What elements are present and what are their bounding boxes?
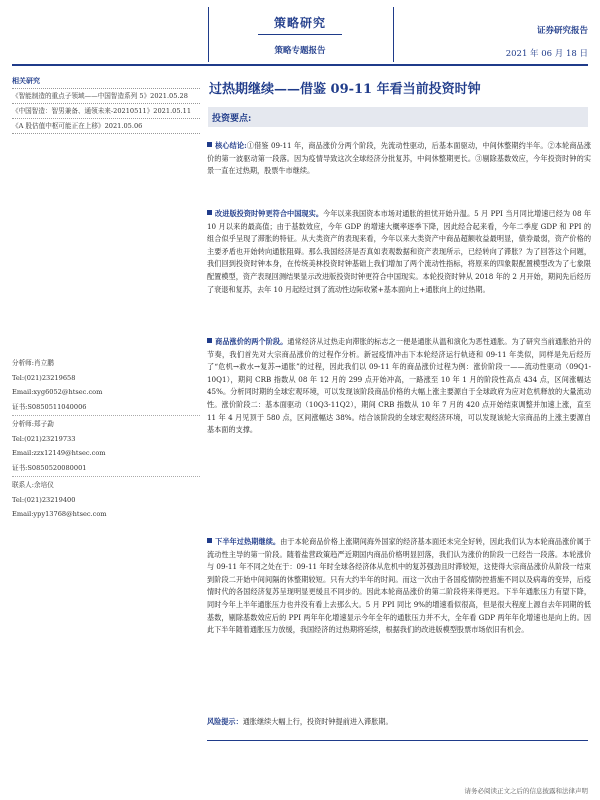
bullet-icon	[207, 210, 212, 215]
analyst-tel: Tel:(021)23219400	[12, 495, 76, 504]
divider	[12, 103, 200, 104]
paragraph-lead: 改进版投资时钟更符合中国现实。	[215, 209, 324, 218]
related-heading: 相关研究	[12, 76, 40, 85]
disclaimer: 请务必阅读正文之后的信息披露和法律声明	[464, 787, 588, 795]
paragraph-clock	[207, 208, 591, 296]
divider	[12, 415, 200, 416]
header-rule	[12, 64, 588, 66]
related-item[interactable]: 《A 股估值中枢可能正在上移》2021.05.06	[12, 122, 143, 130]
analyst-email[interactable]: Email:ypy13768@htsec.com	[12, 510, 107, 518]
footer-rule	[207, 740, 588, 741]
report-category: 策略研究	[273, 16, 326, 30]
risk-text: 通胀继续大幅上行，投资时钟提前进入滞胀期。	[242, 717, 393, 726]
paragraph-body: 通常经济从过热走向滞胀的标志之一便是通胀从温和演化为恶性通胀。为了研究当前通胀抬升的节奏，我们首先对大宗商品涨价的过程作分析。新冠疫情冲击下本轮经济运行轨迹和 09-11 年类似，同样是先后经历了“危机→救水→复苏→通胀”的过程，因此我们以 09-11 年的商品涨价过程为例：涨价阶段一——流动性驱动（09Q1-10Q1），期间 CRB 指数从 08 年 12 月的 299 点开始冲高，一路涨至 10 年 1 月的阶段性高点 434 点，区间涨幅达 45%。分析同时期的全球宏观环境，可以发现该阶段商品价格的大幅上涨主要源自于全球政府为应对危机释放的大量流动性。涨价阶段二：基本面驱动（10Q3-11Q2），期间 CRB 指数从 10 年 7 月的 420 点开始结束调整并加速上涨，直至 11 年 4 月见顶于 580 点，区间涨幅达 38%。结合该阶段的全球宏观经济环境，可以发现该轮大宗商品的上涨主要源自基本面的支撑。	[207, 337, 591, 435]
analyst-tel: Tel:(021)23219733	[12, 434, 76, 443]
paragraph-lead: 核心结论:	[215, 141, 247, 150]
header-divider	[258, 34, 342, 35]
report-subcategory: 策略专题报告	[274, 46, 326, 56]
analyst-role: 分析师:郑子勐	[12, 420, 54, 428]
paragraph-lead: 商品涨价的两个阶段。	[215, 337, 288, 346]
paragraph-core	[207, 140, 591, 178]
paragraph-body: 今年以来我国资本市场对通胀的担忧开始升温。5 月 PPI 当月同比增速已经为 08 年 10 月以来的最高值；由于基数效应，今年 GDP 的增速大概率逐季下降，因此经合起来看，今年二季度 GDP 和 PPI 的组合似乎呈现了滞胀的特征。从大类资产的表现来看，今年以来大类资产中商品超额收益最明显，债券最弱，资产价格的主要矛盾也开始转向通胀阻碍。那么我国经济是否真如表观数据和资产表现所示，已经转向了滞胀？为了回答这个问题，我们回到投资时钟本身，在传统美林投资时钟基础上我们增加了两个流动性指标，将原来的四象限配置模型改为了七象限配置模型，资产表现回测结果显示改进版投资时钟更符合中国现实。本轮投资时钟从 2018 年的 2 月开始，期间先后经历了衰退和复苏，去年 10 月起经过到了流动性边际收紧+基本面向上+通胀向上的过热期。	[207, 209, 591, 294]
paragraph-commodity	[207, 336, 591, 437]
related-item[interactable]: 《智能制造的重点子领域——中国智造系列 5》2021.05.28	[12, 92, 188, 100]
analyst-list	[12, 356, 200, 522]
bullet-icon	[207, 142, 212, 147]
analyst-email[interactable]: Email:xyg6052@htsec.com	[12, 388, 103, 396]
divider	[12, 118, 200, 119]
divider	[12, 476, 200, 477]
report-title: 过热期继续——借鉴 09-11 年看当前投资时钟	[209, 82, 481, 97]
divider	[12, 133, 200, 134]
bullet-icon	[207, 338, 212, 343]
risk-warning	[207, 716, 591, 729]
analyst-role: 分析师:肖立鹏	[12, 359, 54, 367]
analyst-cert: 证书:S0850511040006	[12, 402, 87, 411]
bullet-icon	[207, 538, 212, 543]
paragraph-lead: 下半年过热期继续。	[215, 537, 281, 546]
analyst-email[interactable]: Email:zzx12149@htsec.com	[12, 449, 106, 457]
paragraph-body: 由于本轮商品价格上涨期间海外国家的经济基本面还未完全好转，因此我们认为本轮商品涨价属于流动性主导的第一阶段。随着盐营政策趋严近期国内商品价格明显回落，我们认为涨价的阶段一已经告一段落。本轮涨价与 09-11 年不同之处在于：09-11 年时全球各经济体从危机中的复苏强劲且时滞较短，这使得大宗商品涨价从阶段一结束到阶段二开始中间间隔的休整期较短。只有大约半年的时间。而这一次由于各国疫情防控措施不同以及病毒的变异，后疫情时代的各国经济复苏呈现明显更缓且不同步的。因此本轮商品涨价的第二阶段将来得更迟。下半年通胀压力有望下降，同时今年上半年通胀压力也并没有看上去那么大。5 月 PPI 同比 9%的增速看似很高，但是很大程度上源自去年同期的低基数，剔除基数效应后的 PPI 两年年化增速显示今年全年的通胀压力并不大，全年看 GDP 两年年化增速也是向上的。因此下半年随着通胀压力放缓，我国经济的过热期将延续，根据我们的改进版模型股票市场依旧有机会。	[207, 537, 591, 635]
paragraph-outlook	[207, 536, 591, 637]
related-item[interactable]: 《中国智造：智男兼备、通领未来-20210511》2021.05.11	[12, 107, 192, 115]
paragraph-body: ①借鉴 09-11 年，商品涨价分两个阶段，先流动性驱动，后基本面驱动，中间休整期约半年。②本轮商品涨价的第一波驱动第一段落。因为疫情导致这次全球经济分批复苏，中间休整期更长。③剔除基数效应，今年投资时钟的实景一直在过热期，股票牛市继续。	[207, 141, 591, 176]
summary-bar	[208, 107, 588, 127]
analyst-tel: Tel:(021)23219658	[12, 373, 76, 382]
divider	[12, 88, 200, 89]
summary-label: 投资要点:	[212, 114, 252, 124]
related-research	[12, 76, 200, 136]
analyst-cert: 证书:S0850520080001	[12, 463, 87, 472]
report-type: 证券研究报告	[536, 26, 588, 36]
risk-label: 风险提示：	[207, 717, 243, 726]
report-date: 2021 年 06 月 18 日	[505, 49, 588, 59]
analyst-role: 联系人:余培仪	[12, 481, 54, 489]
